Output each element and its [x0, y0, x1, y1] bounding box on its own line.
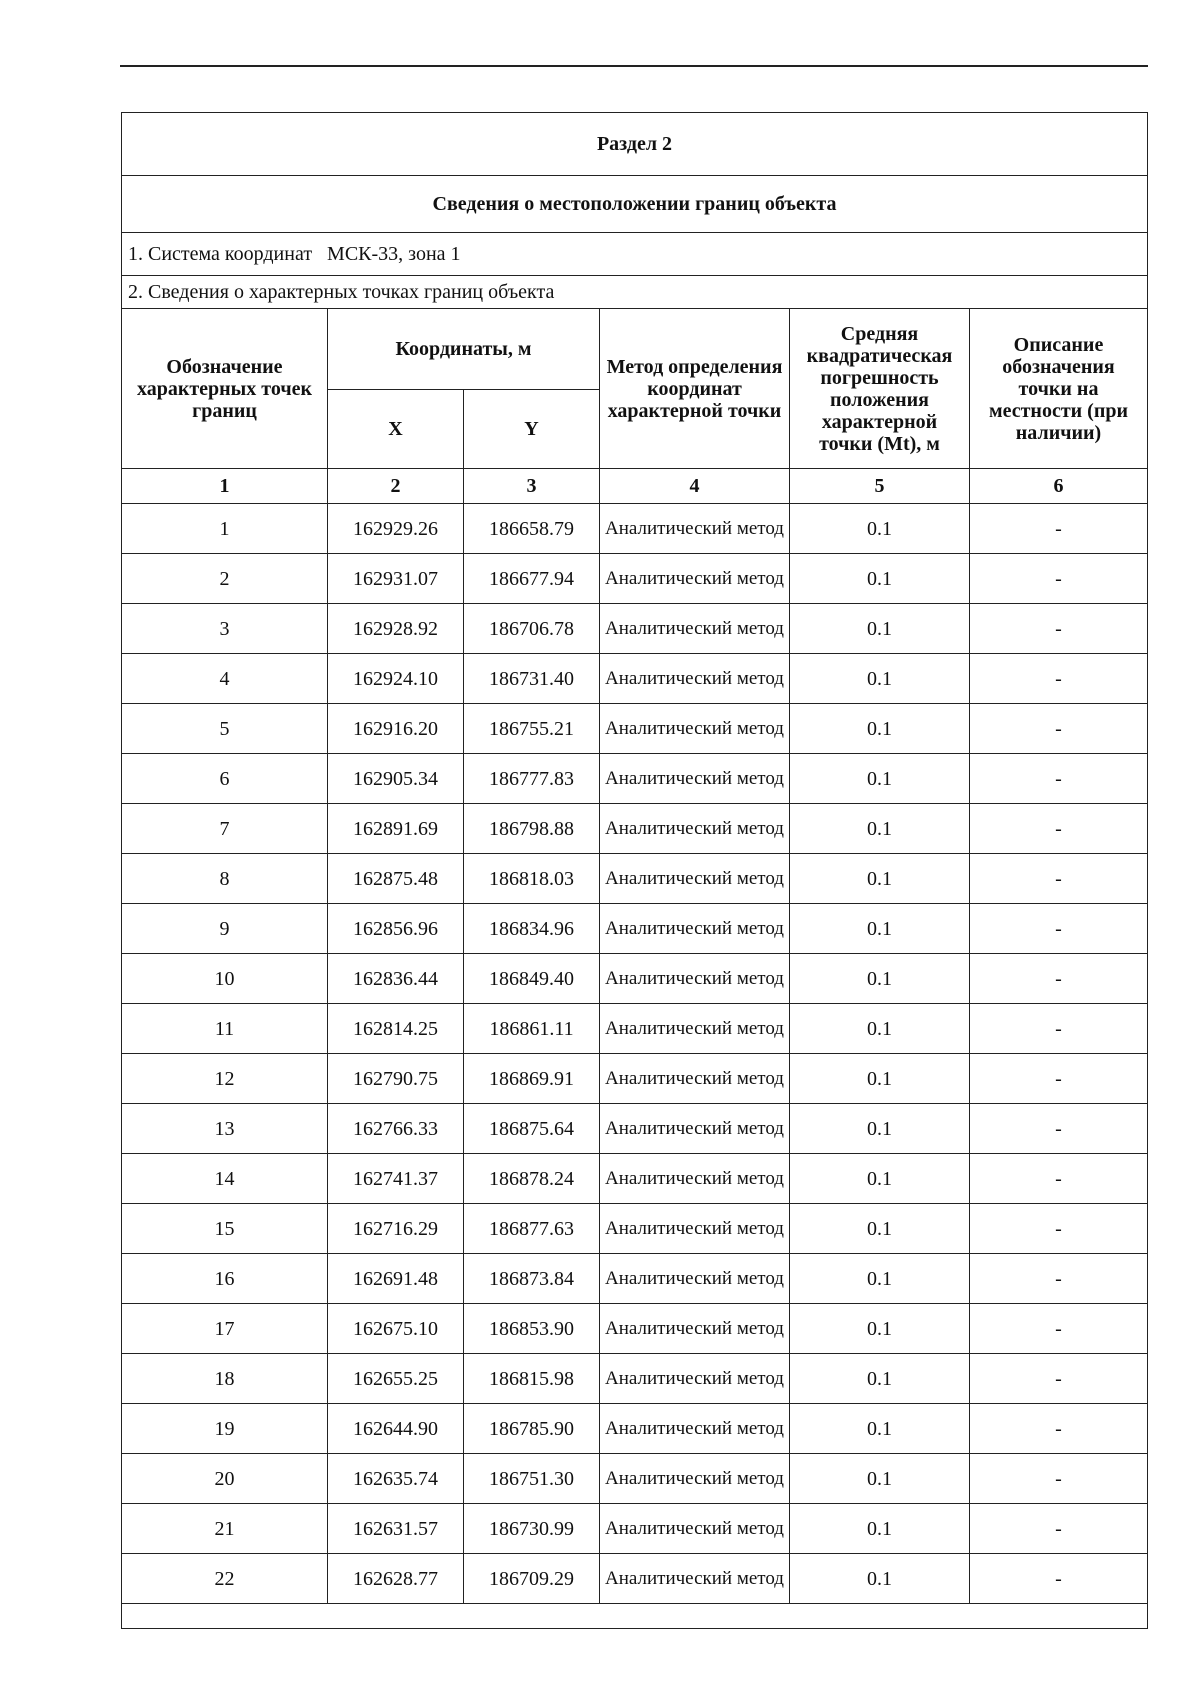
x-coordinate-cell: 162924.10 [328, 654, 464, 704]
method-cell: Аналитический метод [600, 1554, 790, 1604]
point-number-cell: 3 [122, 604, 328, 654]
point-number-cell: 19 [122, 1404, 328, 1454]
y-coordinate-cell: 186869.91 [464, 1054, 600, 1104]
x-coordinate-cell: 162644.90 [328, 1404, 464, 1454]
y-coordinate-cell: 186755.21 [464, 704, 600, 754]
error-cell: 0.1 [790, 1504, 970, 1554]
table-row [122, 854, 1148, 904]
table-row [122, 804, 1148, 854]
method-cell: Аналитический метод [600, 1204, 790, 1254]
error-cell: 0.1 [790, 1404, 970, 1454]
description-cell: - [970, 1504, 1148, 1554]
method-cell: Аналитический метод [600, 1104, 790, 1154]
error-cell: 0.1 [790, 1104, 970, 1154]
section-title: Раздел 2 [122, 113, 1148, 176]
table-row [122, 1404, 1148, 1454]
x-coordinate-cell: 162691.48 [328, 1254, 464, 1304]
description-cell: - [970, 1054, 1148, 1104]
x-coordinate-cell: 162916.20 [328, 704, 464, 754]
header-error: Средняя квадратическая погрешность положения характерной точки (Mt), м [790, 309, 970, 469]
description-cell: - [970, 754, 1148, 804]
table-row [122, 604, 1148, 654]
y-coordinate-cell: 186861.11 [464, 1004, 600, 1054]
top-rule [120, 65, 1148, 67]
header-x: X [328, 390, 464, 469]
point-number-cell: 9 [122, 904, 328, 954]
header-method: Метод определения координат характерной точки [600, 309, 790, 469]
error-cell: 0.1 [790, 604, 970, 654]
method-cell: Аналитический метод [600, 1454, 790, 1504]
method-cell: Аналитический метод [600, 804, 790, 854]
table-row [122, 1354, 1148, 1404]
x-coordinate-cell: 162716.29 [328, 1204, 464, 1254]
y-coordinate-cell: 186731.40 [464, 654, 600, 704]
header-description: Описание обозначения точки на местности (при наличии) [970, 309, 1148, 469]
description-cell: - [970, 704, 1148, 754]
description-cell: - [970, 1204, 1148, 1254]
x-coordinate-cell: 162891.69 [328, 804, 464, 854]
x-coordinate-cell: 162655.25 [328, 1354, 464, 1404]
column-number: 5 [790, 469, 970, 504]
header-designation: Обозначение характерных точек границ [122, 309, 328, 469]
error-cell: 0.1 [790, 804, 970, 854]
error-cell: 0.1 [790, 1304, 970, 1354]
y-coordinate-cell: 186658.79 [464, 504, 600, 554]
error-cell: 0.1 [790, 504, 970, 554]
table-row [122, 1304, 1148, 1354]
column-number: 1 [122, 469, 328, 504]
error-cell: 0.1 [790, 704, 970, 754]
table-row [122, 1554, 1148, 1604]
x-coordinate-cell: 162631.57 [328, 1504, 464, 1554]
x-coordinate-cell: 162931.07 [328, 554, 464, 604]
method-cell: Аналитический метод [600, 654, 790, 704]
y-coordinate-cell: 186709.29 [464, 1554, 600, 1604]
error-cell: 0.1 [790, 854, 970, 904]
empty-cell [122, 1604, 1148, 1629]
description-cell: - [970, 954, 1148, 1004]
method-cell: Аналитический метод [600, 854, 790, 904]
x-coordinate-cell: 162766.33 [328, 1104, 464, 1154]
error-cell: 0.1 [790, 1004, 970, 1054]
point-number-cell: 8 [122, 854, 328, 904]
y-coordinate-cell: 186785.90 [464, 1404, 600, 1454]
boundary-points-table [121, 112, 1148, 1629]
method-cell: Аналитический метод [600, 554, 790, 604]
method-cell: Аналитический метод [600, 1004, 790, 1054]
method-cell: Аналитический метод [600, 1354, 790, 1404]
header-coordinates: Координаты, м [328, 309, 600, 390]
method-cell: Аналитический метод [600, 704, 790, 754]
header-y: Y [464, 390, 600, 469]
column-number: 6 [970, 469, 1148, 504]
description-cell: - [970, 504, 1148, 554]
description-cell: - [970, 1104, 1148, 1154]
table-row [122, 1054, 1148, 1104]
x-coordinate-cell: 162635.74 [328, 1454, 464, 1504]
error-cell: 0.1 [790, 1254, 970, 1304]
point-number-cell: 21 [122, 1504, 328, 1554]
description-cell: - [970, 854, 1148, 904]
y-coordinate-cell: 186834.96 [464, 904, 600, 954]
table-row [122, 504, 1148, 554]
method-cell: Аналитический метод [600, 1304, 790, 1354]
x-coordinate-cell: 162928.92 [328, 604, 464, 654]
y-coordinate-cell: 186815.98 [464, 1354, 600, 1404]
column-number: 4 [600, 469, 790, 504]
table-row [122, 904, 1148, 954]
coordinate-system-info: 1. Система координат МСК-33, зона 1 [122, 233, 1148, 276]
error-cell: 0.1 [790, 1354, 970, 1404]
y-coordinate-cell: 186677.94 [464, 554, 600, 604]
y-coordinate-cell: 186877.63 [464, 1204, 600, 1254]
table-row [122, 1254, 1148, 1304]
table-row [122, 1104, 1148, 1154]
point-number-cell: 7 [122, 804, 328, 854]
method-cell: Аналитический метод [600, 754, 790, 804]
column-number: 3 [464, 469, 600, 504]
point-number-cell: 22 [122, 1554, 328, 1604]
document-title: Сведения о местоположении границ объекта [122, 176, 1148, 233]
table-row [122, 704, 1148, 754]
y-coordinate-cell: 186873.84 [464, 1254, 600, 1304]
point-number-cell: 20 [122, 1454, 328, 1504]
x-coordinate-cell: 162790.75 [328, 1054, 464, 1104]
x-coordinate-cell: 162836.44 [328, 954, 464, 1004]
x-coordinate-cell: 162628.77 [328, 1554, 464, 1604]
method-cell: Аналитический метод [600, 1504, 790, 1554]
description-cell: - [970, 1154, 1148, 1204]
method-cell: Аналитический метод [600, 954, 790, 1004]
table-row [122, 754, 1148, 804]
table-row [122, 1154, 1148, 1204]
point-number-cell: 18 [122, 1354, 328, 1404]
description-cell: - [970, 1304, 1148, 1354]
y-coordinate-cell: 186818.03 [464, 854, 600, 904]
point-number-cell: 5 [122, 704, 328, 754]
x-coordinate-cell: 162856.96 [328, 904, 464, 954]
point-number-cell: 10 [122, 954, 328, 1004]
error-cell: 0.1 [790, 1204, 970, 1254]
y-coordinate-cell: 186730.99 [464, 1504, 600, 1554]
error-cell: 0.1 [790, 1454, 970, 1504]
point-number-cell: 13 [122, 1104, 328, 1154]
table-row [122, 1504, 1148, 1554]
description-cell: - [970, 1404, 1148, 1454]
description-cell: - [970, 804, 1148, 854]
table-row [122, 654, 1148, 704]
point-number-cell: 1 [122, 504, 328, 554]
y-coordinate-cell: 186875.64 [464, 1104, 600, 1154]
description-cell: - [970, 554, 1148, 604]
description-cell: - [970, 604, 1148, 654]
points-info: 2. Сведения о характерных точках границ объекта [122, 276, 1148, 309]
point-number-cell: 14 [122, 1154, 328, 1204]
error-cell: 0.1 [790, 1154, 970, 1204]
point-number-cell: 2 [122, 554, 328, 604]
method-cell: Аналитический метод [600, 1154, 790, 1204]
table-row [122, 954, 1148, 1004]
method-cell: Аналитический метод [600, 504, 790, 554]
table-row [122, 1204, 1148, 1254]
error-cell: 0.1 [790, 1054, 970, 1104]
point-number-cell: 16 [122, 1254, 328, 1304]
point-number-cell: 11 [122, 1004, 328, 1054]
y-coordinate-cell: 186798.88 [464, 804, 600, 854]
method-cell: Аналитический метод [600, 1054, 790, 1104]
error-cell: 0.1 [790, 904, 970, 954]
y-coordinate-cell: 186849.40 [464, 954, 600, 1004]
method-cell: Аналитический метод [600, 1254, 790, 1304]
point-number-cell: 4 [122, 654, 328, 704]
method-cell: Аналитический метод [600, 1404, 790, 1454]
table-row [122, 554, 1148, 604]
table-row [122, 1004, 1148, 1054]
point-number-cell: 15 [122, 1204, 328, 1254]
x-coordinate-cell: 162905.34 [328, 754, 464, 804]
y-coordinate-cell: 186751.30 [464, 1454, 600, 1504]
point-number-cell: 12 [122, 1054, 328, 1104]
description-cell: - [970, 904, 1148, 954]
y-coordinate-cell: 186706.78 [464, 604, 600, 654]
table-row [122, 1454, 1148, 1504]
empty-trailing-row [122, 1604, 1148, 1629]
description-cell: - [970, 1554, 1148, 1604]
error-cell: 0.1 [790, 1554, 970, 1604]
x-coordinate-cell: 162675.10 [328, 1304, 464, 1354]
error-cell: 0.1 [790, 554, 970, 604]
x-coordinate-cell: 162929.26 [328, 504, 464, 554]
description-cell: - [970, 1004, 1148, 1054]
x-coordinate-cell: 162875.48 [328, 854, 464, 904]
y-coordinate-cell: 186777.83 [464, 754, 600, 804]
point-number-cell: 17 [122, 1304, 328, 1354]
y-coordinate-cell: 186878.24 [464, 1154, 600, 1204]
description-cell: - [970, 654, 1148, 704]
point-number-cell: 6 [122, 754, 328, 804]
error-cell: 0.1 [790, 954, 970, 1004]
description-cell: - [970, 1454, 1148, 1504]
x-coordinate-cell: 162814.25 [328, 1004, 464, 1054]
description-cell: - [970, 1254, 1148, 1304]
x-coordinate-cell: 162741.37 [328, 1154, 464, 1204]
error-cell: 0.1 [790, 654, 970, 704]
column-number: 2 [328, 469, 464, 504]
method-cell: Аналитический метод [600, 904, 790, 954]
method-cell: Аналитический метод [600, 604, 790, 654]
y-coordinate-cell: 186853.90 [464, 1304, 600, 1354]
description-cell: - [970, 1354, 1148, 1404]
error-cell: 0.1 [790, 754, 970, 804]
